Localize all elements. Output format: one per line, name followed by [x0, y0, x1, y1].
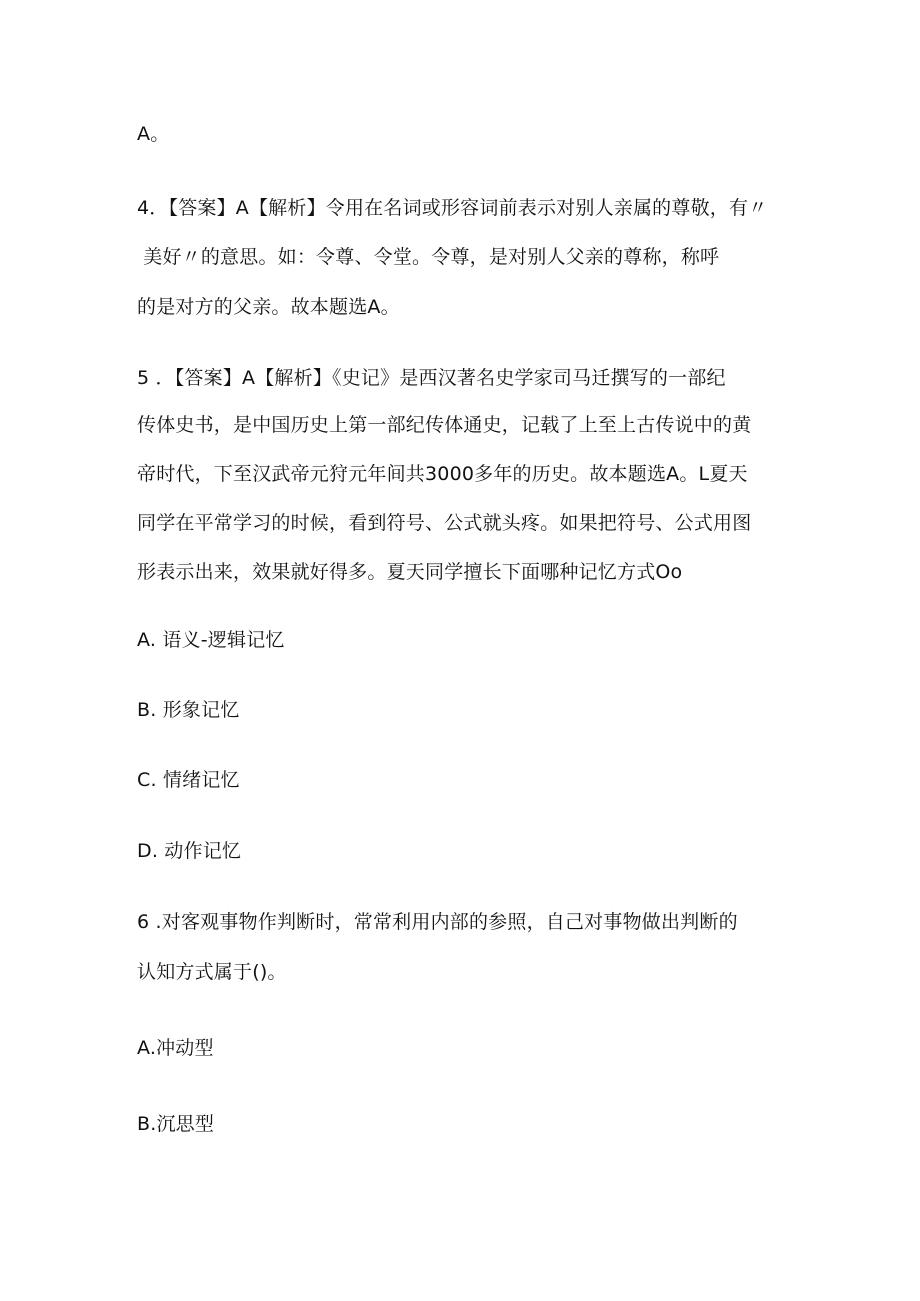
q-memory-stem-line-2: 形表示出来，效果就好得多。夏天同学擅长下面哪种记忆方式Oo	[137, 561, 683, 583]
q5-explanation-line-2: 传体史书，是中国历史上第一部纪传体通史，记载了上至上古传说中的黄	[137, 414, 752, 436]
q-memory-option-b: B. 形象记忆	[137, 699, 240, 721]
q-memory-stem-line-1: 同学在平常学习的时候，看到符号、公式就头疼。如果把符号、公式用图	[137, 512, 752, 534]
q-memory-option-a: A. 语义-逻辑记忆	[137, 629, 285, 651]
q6-option-b: B.沉思型	[137, 1113, 215, 1135]
q4-explanation-line-2: 美好〃的意思。如：令尊、令堂。令尊，是对别人父亲的尊称，称呼	[137, 246, 720, 268]
q3-answer-tail: A。	[137, 123, 170, 145]
q5-explanation-line-3: 帝时代，下至汉武帝元狩元年间共3000多年的历史。故本题选A。L夏天	[137, 463, 748, 485]
q6-stem-line-1: 6 .对客观事物作判断时，常常利用内部的参照，自己对事物做出判断的	[137, 911, 738, 933]
q5-explanation-line-1: 5 ．【答案】A【解析】《史记》是西汉著名史学家司马迁撰写的一部纪	[137, 367, 726, 389]
q4-explanation-line-1: 4．【答案】A【解析】令用在名词或形容词前表示对别人亲属的尊敬，有〃	[137, 197, 768, 219]
q6-option-a: A.冲动型	[137, 1037, 214, 1059]
q4-explanation-line-3: 的是对方的父亲。故本题选A。	[137, 296, 400, 318]
q-memory-option-c: C. 情绪记忆	[137, 769, 240, 791]
q6-stem-line-2: 认知方式属于()。	[137, 961, 287, 983]
q-memory-option-d: D. 动作记忆	[137, 840, 242, 862]
